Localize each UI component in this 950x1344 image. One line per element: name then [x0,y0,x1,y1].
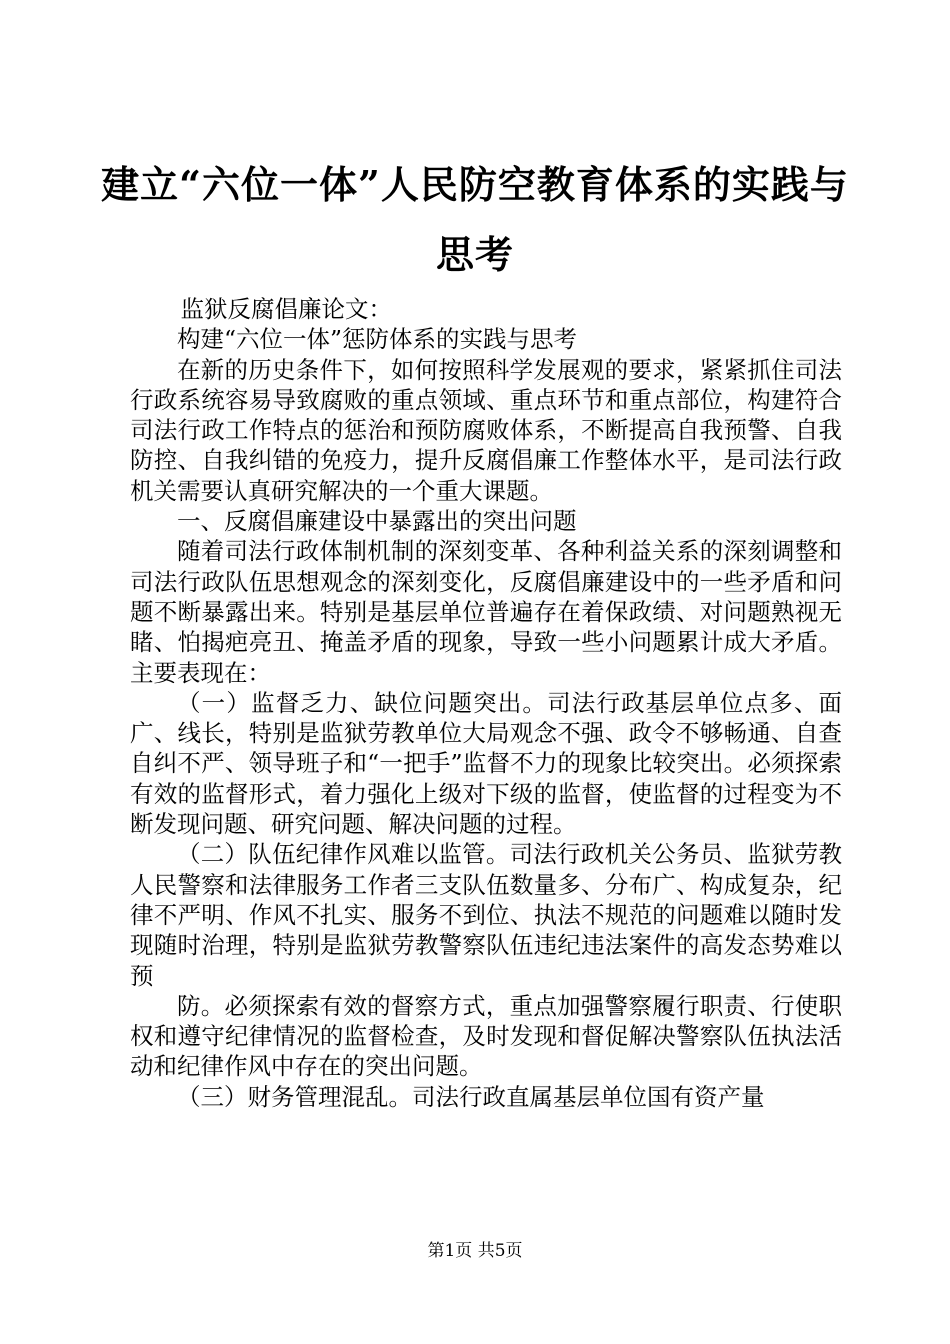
paragraph-intro: 在新的历史条件下，如何按照科学发展观的要求，紧紧抓住司法行政系统容易导致腐败的重点领域、重点环节和重点部位，构建符合司法行政工作特点的惩治和预防腐败体系，不断提高自我预警、自我防控、自我纠错的免疫力，提升反腐倡廉工作整体水平，是司法行政机关需要认真研究解决的一个重大课题。 [130,355,842,505]
paragraph-item-2-continued: 防。必须探索有效的督察方式，重点加强警察履行职责、行使职权和遵守纪律情况的监督检查，及时发现和督促解决警察队伍执法活动和纪律作风中存在的突出问题。 [130,991,842,1081]
document-title: 建立“六位一体”人民防空教育体系的实践与思考 [101,162,849,277]
section-heading-1: 一、反腐倡廉建设中暴露出的突出问题 [177,507,577,536]
paragraph-subtitle: 构建“六位一体”惩防体系的实践与思考 [177,325,578,354]
page-number-footer: 第1页 共5页 [427,1241,523,1261]
paragraph-category: 监狱反腐倡廉论文： [180,295,393,323]
document-body [130,294,842,1112]
paragraph-item-1: （一）监督乏力、缺位问题突出。司法行政基层单位点多、面广、线长，特别是监狱劳教单位大局观念不强、政令不够畅通、自查自纠不严、领导班子和“一把手”监督不力的现象比较突出。必须探索有效的监督形式，着力强化上级对下级的监督，使监督的过程变为不断发现问题、研究问题、解决问题的过程。 [130,688,842,839]
paragraph-problems: 随着司法行政体制机制的深刻变革、各种利益关系的深刻调整和司法行政队伍思想观念的深刻变化，反腐倡廉建设中的一些矛盾和问题不断暴露出来。特别是基层单位普遍存在着保政绩、对问题熟视无睹、怕揭疤亮丑、掩盖矛盾的现象，导致一些小问题累计成大矛盾。主要表现在： [130,537,842,687]
paragraph-item-3: （三）财务管理混乱。司法行政直属基层单位国有资产量 [177,1082,765,1111]
paragraph-item-2: （二）队伍纪律作风难以监管。司法行政机关公务员、监狱劳教人民警察和法律服务工作者三支队伍数量多、分布广、构成复杂，纪律不严明、作风不扎实、服务不到位、执法不规范的问题难以随时发现随时治理，特别是监狱劳教警察队伍违纪违法案件的高发态势难以预 [130,840,842,990]
